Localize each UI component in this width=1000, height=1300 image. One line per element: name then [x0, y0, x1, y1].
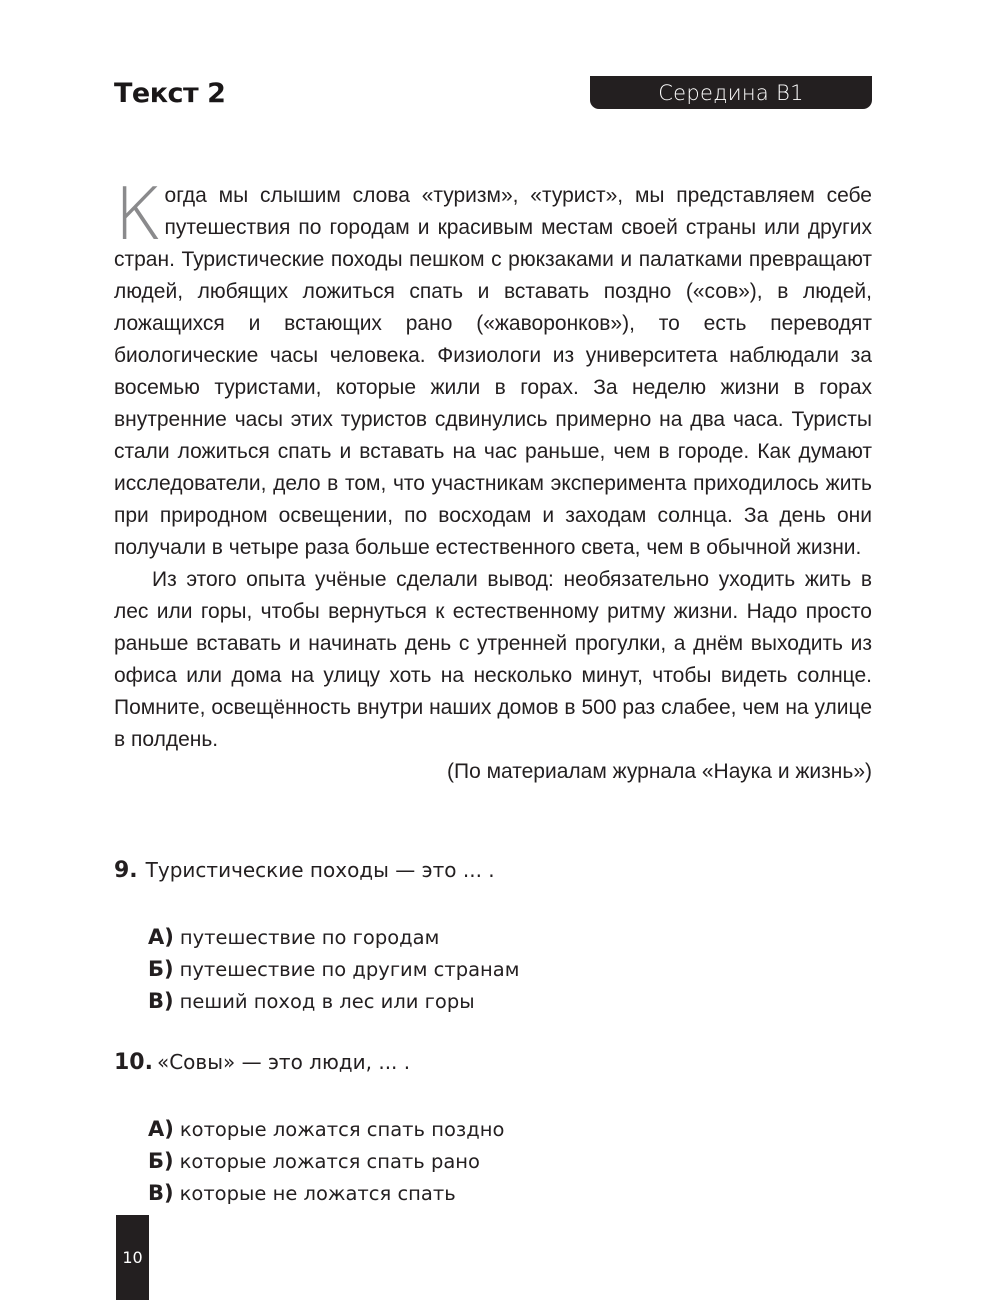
question-9: [114, 858, 495, 883]
question-text: Туристические походы — это ... .: [145, 858, 495, 882]
page-number: 10: [116, 1215, 149, 1300]
option-letter: В): [148, 1181, 174, 1205]
question-10: [114, 1050, 410, 1075]
article-paragraph-2: Из этого опыта учёные сделали вывод: необязательно уходить жить в лес или горы, чтобы вернуться к естественному ритму жизни. Надо просто раньше вставать и начинать день с утренней прогулки, а днём выходить из офиса или дома на улицу хоть на несколько минут, чтобы видеть солнце. Помните, освещённость внутри наших домов в 500 раз слабее, чем на улице в полдень.: [114, 568, 872, 751]
article-text: [114, 172, 872, 788]
article-source: (По материалам журнала «Наука и жизнь»): [446, 760, 872, 783]
article-paragraph-1: [114, 172, 872, 564]
question-number: 9.: [114, 858, 138, 883]
option-a[interactable]: [148, 1113, 504, 1145]
option-text: которые ложатся спать рано: [179, 1150, 480, 1173]
option-b[interactable]: [148, 1145, 504, 1177]
option-letter: Б): [148, 957, 174, 981]
option-text: пеший поход в лес или горы: [179, 990, 475, 1013]
option-a[interactable]: [148, 921, 519, 953]
option-letter: А): [148, 925, 174, 949]
option-text: которые ложатся спать поздно: [179, 1118, 505, 1141]
option-b[interactable]: [148, 953, 519, 985]
question-text: «Совы» — это люди, ... .: [156, 1050, 411, 1074]
question-9-options: [148, 921, 519, 1017]
paragraph-1-text: огда мы слышим слова «туризм», «турист», мы представляем себе путешествия по городам и красивым местам своей страны или других стран. Туристические походы пешком с рюкзаками и палатками превращают людей, любящих ложиться спать и вставать поздно («сов»), в людей, ложащихся и встающих рано («жаворонков»), то есть переводят биологические часы человека. Физиологи из университета наблюдали за восемью туристами, которые жили в горах. За неделю жизни в горах внутренние часы этих туристов сдвинулись примерно на два часа. Туристы стали ложиться спать и вставать на час раньше, чем в городе. Как думают исследователи, дело в том, что участникам эксперимента приходилось жить при природном освещении, по восходам и заходам солнца. За день они получали в четыре раза больше естественного света, чем в обычной жизни.: [114, 184, 872, 559]
option-text: путешествие по городам: [179, 926, 440, 949]
option-letter: А): [148, 1117, 174, 1141]
option-letter: Б): [148, 1149, 174, 1173]
option-c[interactable]: [148, 985, 519, 1017]
option-text: которые не ложатся спать: [179, 1182, 456, 1205]
level-badge: Середина B1: [590, 76, 872, 109]
option-text: путешествие по другим странам: [179, 958, 520, 981]
page-title: Текст 2: [114, 78, 226, 109]
question-number: 10.: [114, 1050, 153, 1075]
option-letter: В): [148, 989, 174, 1013]
drop-cap: К: [114, 172, 163, 256]
question-10-options: [148, 1113, 504, 1209]
option-c[interactable]: [148, 1177, 504, 1209]
